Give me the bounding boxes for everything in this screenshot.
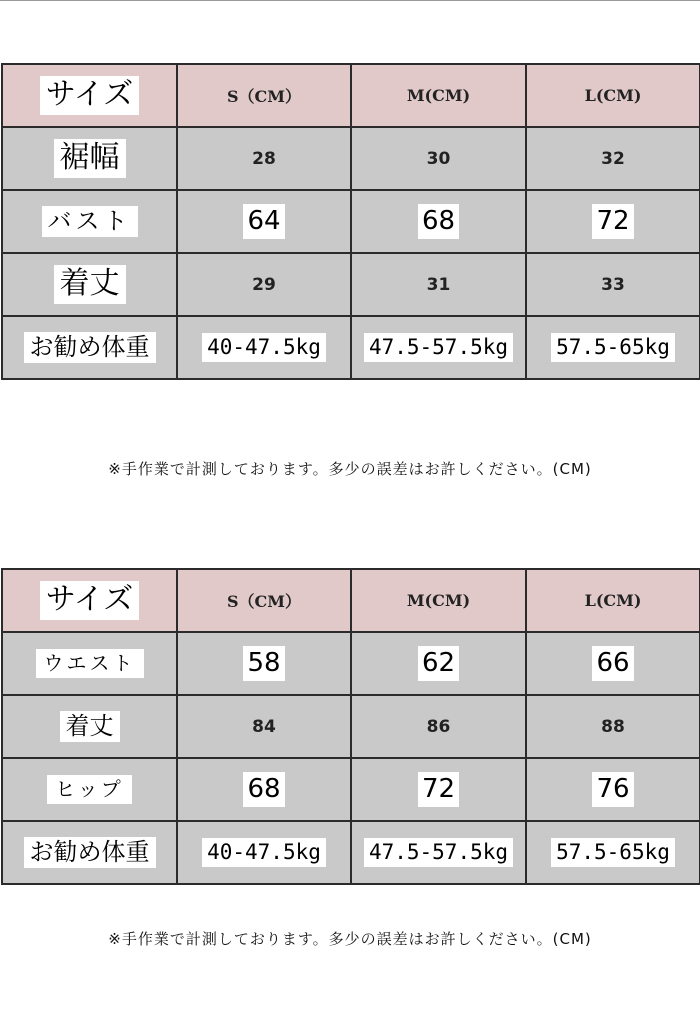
header-l-cell bbox=[526, 64, 700, 127]
row-label-cell bbox=[2, 127, 177, 190]
row-label-cell bbox=[2, 253, 177, 316]
header-size-label: サイズ bbox=[40, 76, 140, 115]
value-m: 30 bbox=[426, 148, 451, 169]
value-cell bbox=[351, 821, 526, 884]
value-cell bbox=[526, 253, 700, 316]
header-m-label: M(CM) bbox=[406, 86, 471, 105]
value-cell bbox=[526, 821, 700, 884]
value-cell bbox=[351, 316, 526, 379]
value-cell bbox=[526, 190, 700, 253]
value-s: 29 bbox=[252, 274, 276, 295]
value-cell bbox=[351, 253, 526, 316]
table-header-row bbox=[2, 64, 700, 127]
value-m: 31 bbox=[426, 274, 451, 295]
table-row bbox=[2, 316, 700, 379]
row-label-recommended-weight: お勧め体重 bbox=[24, 332, 156, 364]
row-label-length: 着丈 bbox=[60, 711, 120, 743]
value-cell bbox=[177, 190, 351, 253]
value-s: 28 bbox=[252, 148, 276, 169]
row-label-waist: ウエスト bbox=[36, 649, 144, 678]
value-s: 68 bbox=[243, 772, 284, 808]
header-s-label: S（CM） bbox=[226, 592, 301, 611]
value-l: 32 bbox=[601, 148, 625, 169]
value-m: 47.5-57.5kg bbox=[364, 333, 513, 361]
row-label-cell bbox=[2, 758, 177, 821]
value-s: 40-47.5kg bbox=[202, 838, 326, 866]
value-m: 47.5-57.5kg bbox=[364, 838, 513, 866]
header-size-cell bbox=[2, 569, 177, 632]
header-l-cell bbox=[526, 569, 700, 632]
value-l: 66 bbox=[592, 646, 633, 682]
value-l: 57.5-65kg bbox=[551, 333, 675, 361]
header-m-cell bbox=[351, 569, 526, 632]
value-l: 76 bbox=[592, 772, 633, 808]
value-cell bbox=[351, 190, 526, 253]
top-border-line bbox=[0, 0, 700, 1]
header-l-label: L(CM) bbox=[584, 591, 642, 610]
row-label-hip: ヒップ bbox=[47, 775, 131, 804]
header-m-label: M(CM) bbox=[406, 591, 471, 610]
table-row bbox=[2, 821, 700, 884]
row-label-cell bbox=[2, 632, 177, 695]
row-label-cell bbox=[2, 695, 177, 758]
row-label-hem-width: 裾幅 bbox=[54, 139, 126, 178]
header-m-cell bbox=[351, 64, 526, 127]
table-row bbox=[2, 758, 700, 821]
value-s: 64 bbox=[243, 204, 284, 240]
header-s-cell bbox=[177, 569, 351, 632]
table-row bbox=[2, 695, 700, 758]
header-s-label: S（CM） bbox=[226, 87, 301, 106]
value-m: 68 bbox=[418, 204, 459, 240]
value-cell bbox=[526, 695, 700, 758]
value-cell bbox=[177, 127, 351, 190]
value-cell bbox=[351, 758, 526, 821]
header-l-label: L(CM) bbox=[584, 86, 642, 105]
value-cell bbox=[177, 316, 351, 379]
value-l: 57.5-65kg bbox=[551, 838, 675, 866]
value-l: 88 bbox=[601, 716, 625, 737]
value-cell bbox=[177, 632, 351, 695]
measurement-note: ※手作業で計測しております。多少の誤差はお許しください。(CM) bbox=[108, 460, 592, 478]
value-cell bbox=[177, 821, 351, 884]
row-label-length: 着丈 bbox=[54, 265, 126, 304]
size-table-top bbox=[1, 63, 700, 380]
table-row bbox=[2, 127, 700, 190]
value-cell bbox=[526, 127, 700, 190]
table-row bbox=[2, 253, 700, 316]
value-s: 58 bbox=[243, 646, 284, 682]
table-row bbox=[2, 632, 700, 695]
value-cell bbox=[526, 632, 700, 695]
value-cell bbox=[526, 758, 700, 821]
row-label-cell bbox=[2, 821, 177, 884]
value-cell bbox=[351, 632, 526, 695]
value-cell bbox=[177, 758, 351, 821]
value-m: 62 bbox=[418, 646, 459, 682]
value-cell bbox=[351, 127, 526, 190]
size-table-bottom bbox=[1, 568, 700, 885]
value-l: 72 bbox=[592, 204, 633, 240]
value-cell bbox=[177, 695, 351, 758]
row-label-bust: バスト bbox=[42, 206, 138, 238]
row-label-cell bbox=[2, 316, 177, 379]
value-cell bbox=[351, 695, 526, 758]
table-header-row bbox=[2, 569, 700, 632]
header-s-cell bbox=[177, 64, 351, 127]
value-s: 40-47.5kg bbox=[202, 333, 326, 361]
value-m: 72 bbox=[418, 772, 459, 808]
measurement-note: ※手作業で計測しております。多少の誤差はお許しください。(CM) bbox=[108, 930, 592, 948]
table-row bbox=[2, 190, 700, 253]
row-label-cell bbox=[2, 190, 177, 253]
value-l: 33 bbox=[601, 274, 625, 295]
value-cell bbox=[526, 316, 700, 379]
header-size-label: サイズ bbox=[40, 581, 140, 620]
value-cell bbox=[177, 253, 351, 316]
row-label-recommended-weight: お勧め体重 bbox=[24, 837, 156, 869]
value-m: 86 bbox=[426, 716, 451, 737]
header-size-cell bbox=[2, 64, 177, 127]
value-s: 84 bbox=[252, 716, 276, 737]
